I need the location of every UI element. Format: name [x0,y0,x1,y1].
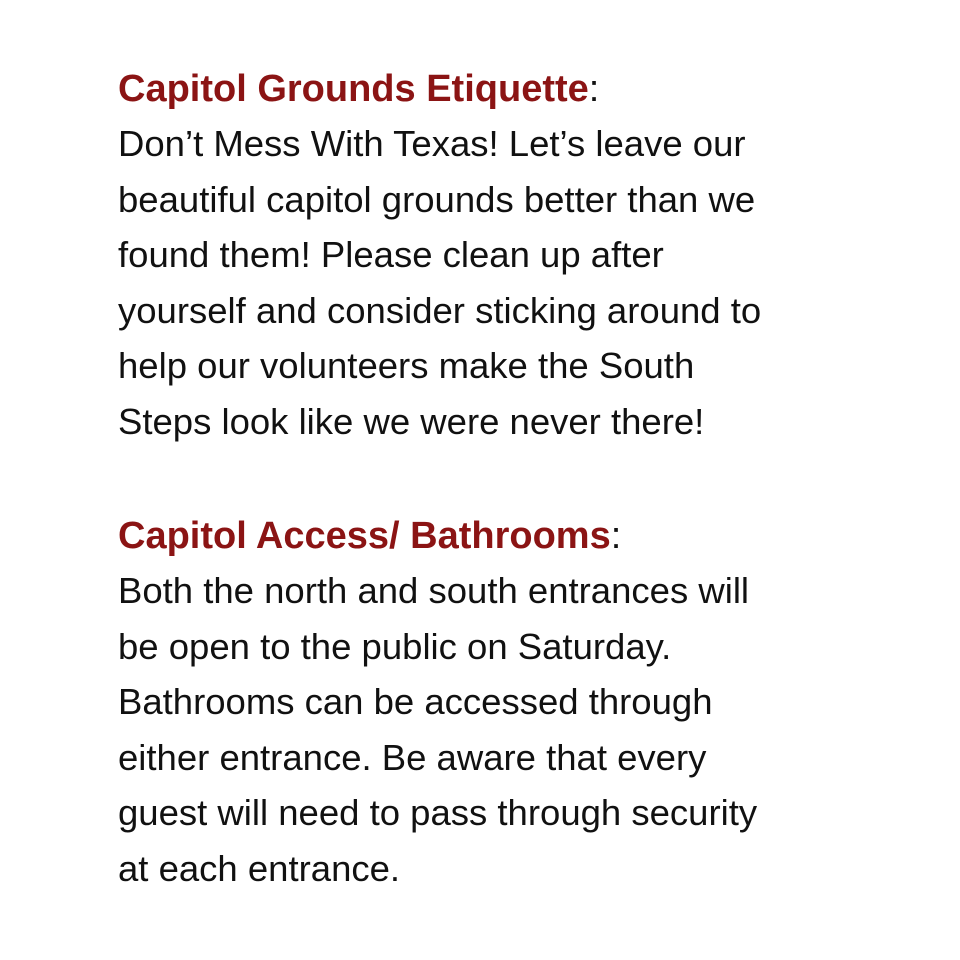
body-line: Both the north and south entrances will [118,570,750,611]
body-line: yourself and consider sticking around to [118,289,762,331]
body-line: be open to the public on Saturday. [118,625,672,667]
body-line: help our volunteers make the South [118,345,695,386]
section-title-colon: : [588,68,600,110]
section-title: Capitol Access/ Bathrooms [118,515,611,557]
body-line: either entrance. Be aware that every [118,736,707,778]
body-line: guest will need to pass through security [118,792,758,833]
section-title-colon: : [610,515,622,557]
section-heading [118,62,918,116]
section-title: Capitol Grounds Etiquette [118,68,589,110]
body-line: found them! Please clean up after [118,234,664,275]
body-line: Steps look like we were never there! [118,400,705,442]
section-heading [118,509,918,563]
section-access-bathrooms [118,509,918,896]
body-line: Don’t Mess With Texas! Let’s leave our [118,123,746,164]
body-line: Bathrooms can be accessed through [118,681,713,722]
section-grounds-etiquette [118,62,918,449]
body-line: beautiful capitol grounds better than we [118,178,756,220]
info-document [118,62,918,896]
body-line: at each entrance. [118,847,401,889]
